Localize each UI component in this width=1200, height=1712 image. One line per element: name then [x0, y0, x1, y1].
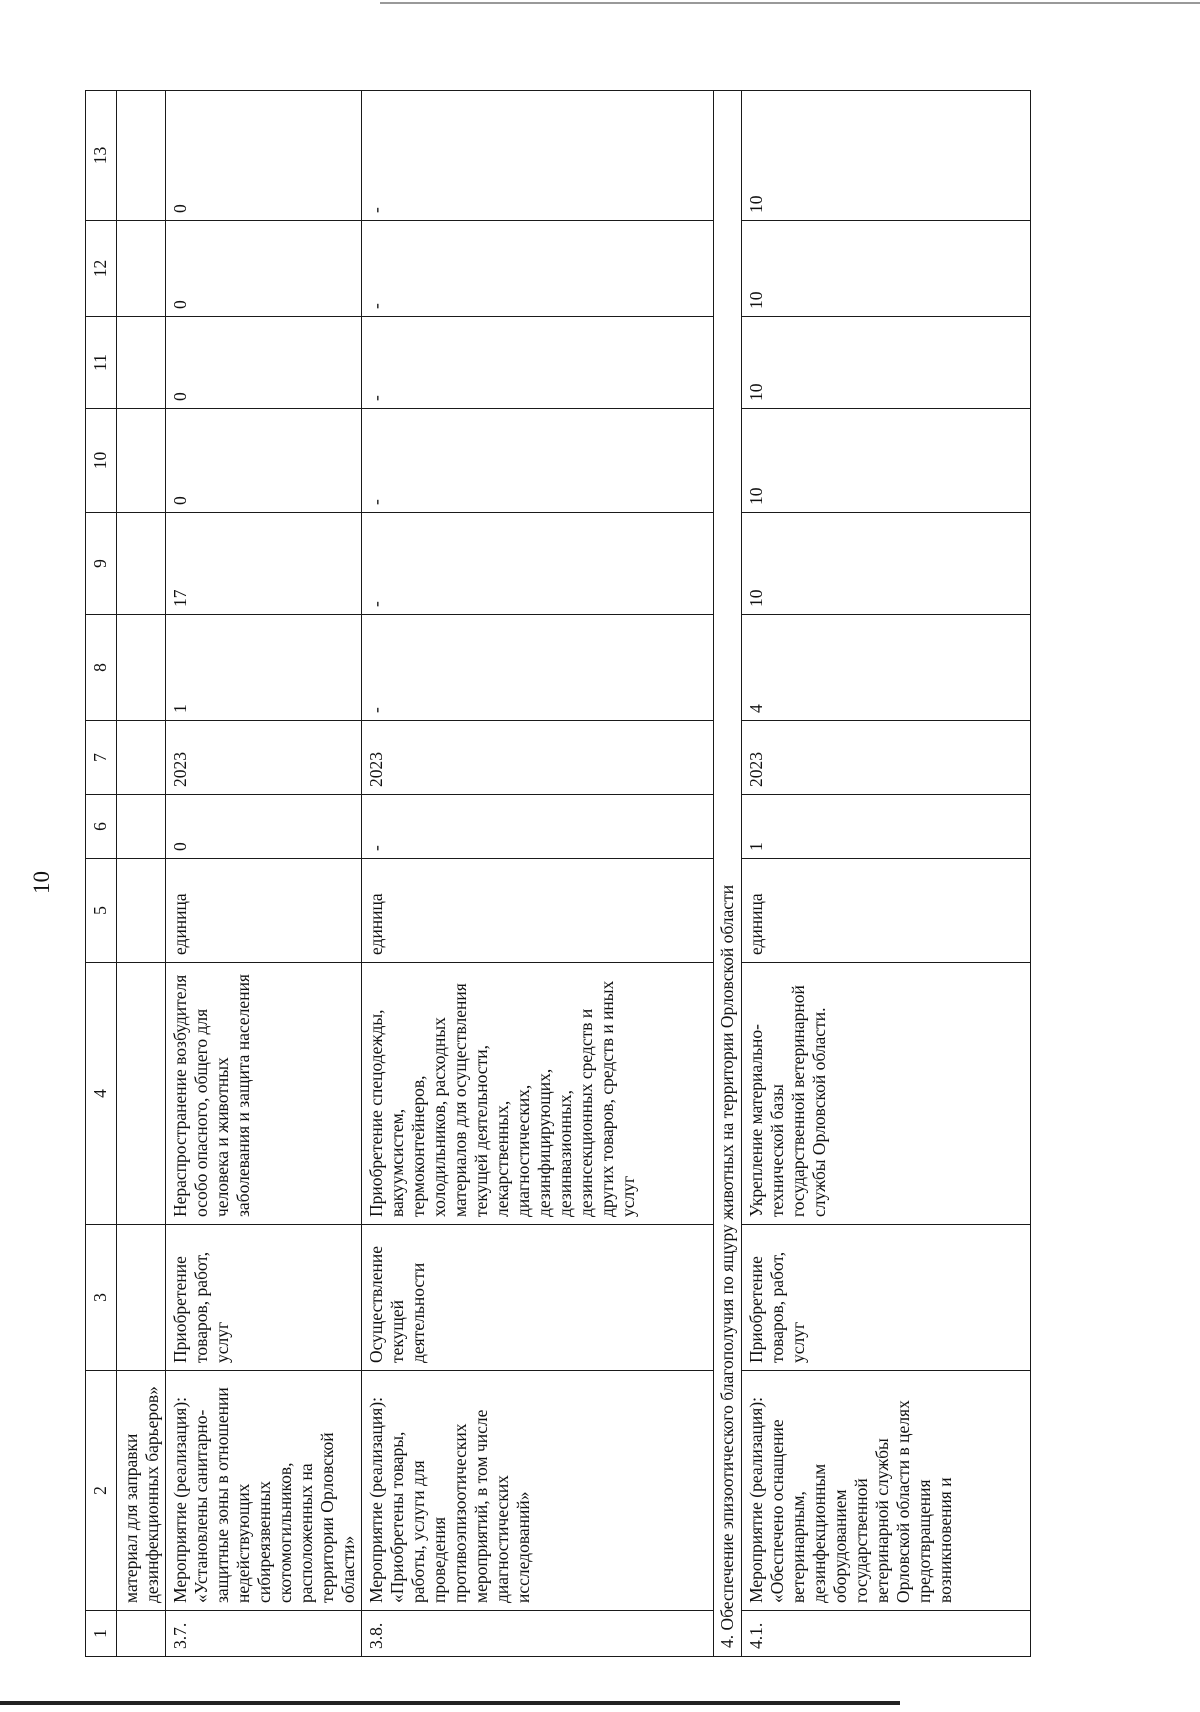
cell-unit: единица [362, 859, 714, 963]
col-header: 2 [86, 1371, 117, 1611]
cell-value: 10 [742, 409, 1031, 513]
cell-value [117, 221, 166, 317]
cell-type [117, 1225, 166, 1371]
cell-num: 4.1. [742, 1611, 1031, 1657]
col-header: 5 [86, 859, 117, 963]
table-row [742, 91, 1031, 1657]
table-row [362, 91, 714, 1657]
cell-value: - [362, 409, 714, 513]
cell-value: 1 [166, 615, 362, 721]
cell-name: Мероприятие (реализация): «Обеспечено оснащение ветеринарным, дезинфекционным оборудованием государственной ветеринарной службы Орловской области в целях предотвращения возникновения и [742, 1371, 1031, 1611]
cell-value [117, 409, 166, 513]
cell-value: - [362, 91, 714, 221]
cell-value [117, 317, 166, 409]
table-row [166, 91, 362, 1657]
cell-name: материал для заправки дезинфекционных барьеров» [117, 1371, 166, 1611]
cell-num: 3.7. [166, 1611, 362, 1657]
cell-value: - [362, 615, 714, 721]
col-header: 7 [86, 721, 117, 795]
cell-year: 2023 [166, 721, 362, 795]
cell-value: - [362, 317, 714, 409]
cell-name: Мероприятие (реализация): «Приобретены товары, работы, услуги для проведения противоэпизоотических мероприятий, в том числе диагностических исследований» [362, 1371, 714, 1611]
cell-type: Осуществление текущей деятельности [362, 1225, 714, 1371]
cell-type: Приобретение товаров, работ, услуг [166, 1225, 362, 1371]
cell-value: 10 [742, 513, 1031, 615]
col-header: 13 [86, 91, 117, 221]
cell-value: 17 [166, 513, 362, 615]
col-header: 1 [86, 1611, 117, 1657]
cell-year [117, 721, 166, 795]
cell-year: 2023 [362, 721, 714, 795]
cell-num: 3.8. [362, 1611, 714, 1657]
cell-result: Укрепление материально-технической базы государственной ветеринарной службы Орловской области. [742, 963, 1031, 1225]
cell-unit: единица [166, 859, 362, 963]
col-header: 8 [86, 615, 117, 721]
cell-value: 4 [742, 615, 1031, 721]
header-row [86, 91, 117, 1657]
cell-value: 0 [166, 317, 362, 409]
col-header: 6 [86, 795, 117, 859]
cell-value [117, 91, 166, 221]
page-number: 10 [29, 871, 54, 894]
cell-base: 1 [742, 795, 1031, 859]
cell-result [117, 963, 166, 1225]
cell-unit: единица [742, 859, 1031, 963]
cell-value: 10 [742, 221, 1031, 317]
cell-result: Нераспространение возбудителя особо опасного, общего для человека и животных заболевания и защита населения [166, 963, 362, 1225]
section-title: 4. Обеспечение эпизоотического благополучия по ящуру животных на территории Орловской области [714, 91, 742, 1657]
cell-value: 0 [166, 91, 362, 221]
cell-unit [117, 859, 166, 963]
cell-year: 2023 [742, 721, 1031, 795]
cell-value: - [362, 221, 714, 317]
cell-type: Приобретение товаров, работ, услуг [742, 1225, 1031, 1371]
cell-result: Приобретение спецодежды, вакуумсистем, термоконтейнеров, холодильников, расходных материалов для осуществления текущей деятельности, лекарственных, диагностических, дезинфицирующих, дезинвазионных, дезинсекционных средств и других товаров, средств и иных услуг [362, 963, 714, 1225]
section-row [714, 91, 742, 1657]
cell-name: Мероприятие (реализация): «Установлены санитарно-защитные зоны в отношении недействующих сибиреязвенных скотомогильников, расположенных на территории Орловской области» [166, 1371, 362, 1611]
cell-value: - [362, 513, 714, 615]
col-header: 9 [86, 513, 117, 615]
cell-base: - [362, 795, 714, 859]
table-row [117, 91, 166, 1657]
col-header: 3 [86, 1225, 117, 1371]
indicators-table [85, 90, 1031, 1657]
col-header: 11 [86, 317, 117, 409]
cell-value [117, 513, 166, 615]
cell-num [117, 1611, 166, 1657]
cell-base: 0 [166, 795, 362, 859]
cell-value: 10 [742, 317, 1031, 409]
cell-base [117, 795, 166, 859]
col-header: 10 [86, 409, 117, 513]
cell-value: 10 [742, 91, 1031, 221]
cell-value: 0 [166, 221, 362, 317]
rotated-content [0, 52, 1085, 1712]
cell-value: 0 [166, 409, 362, 513]
col-header: 12 [86, 221, 117, 317]
col-header: 4 [86, 963, 117, 1225]
cell-value [117, 615, 166, 721]
